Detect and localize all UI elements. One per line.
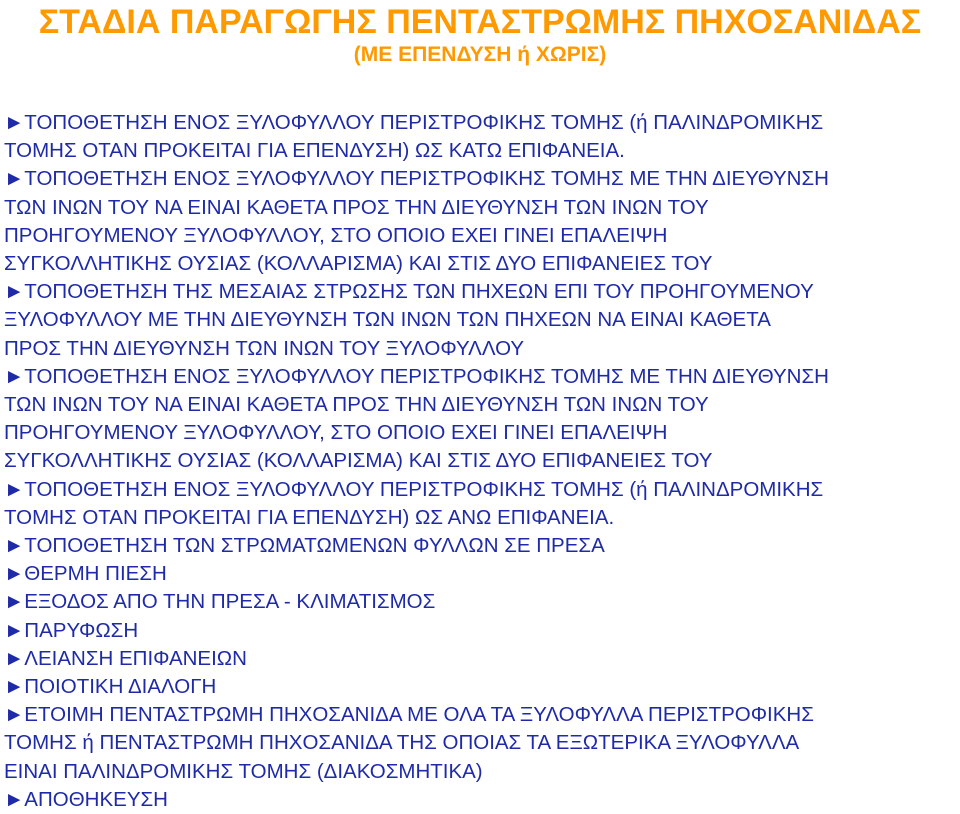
step-text-line: ΤΟΜΗΣ ΟΤΑΝ ΠΡΟΚΕΙΤΑΙ ΓΙΑ ΕΠΕΝΔΥΣΗ) ΩΣ ΑΝΩ ΕΠΙΦΑΝΕΙΑ. bbox=[4, 505, 615, 529]
list-item bbox=[4, 617, 956, 645]
list-item bbox=[4, 476, 956, 532]
triangle-bullet-icon: ► bbox=[4, 646, 25, 670]
step-text-line: ΕΞΟΔΟΣ ΑΠΟ ΤΗΝ ΠΡΕΣΑ - ΚΛΙΜΑΤΙΣΜΟΣ bbox=[24, 590, 436, 614]
triangle-bullet-icon: ► bbox=[4, 364, 25, 388]
list-item bbox=[4, 363, 956, 476]
triangle-bullet-icon: ► bbox=[4, 534, 25, 558]
step-text-line: ΤΟΜΗΣ ΟΤΑΝ ΠΡΟΚΕΙΤΑΙ ΓΙΑ ΕΠΕΝΔΥΣΗ) ΩΣ ΚΑΤΩ ΕΠΙΦΑΝΕΙΑ. bbox=[4, 139, 625, 163]
production-steps-list bbox=[4, 109, 956, 814]
step-text-line: ΤΟΠΟΘΕΤΗΣΗ ΕΝΟΣ ΞΥΛΟΦΥΛΛΟΥ ΠΕΡΙΣΤΡΟΦΙΚΗΣ ΤΟΜΗΣ ΜΕ ΤΗΝ ΔΙΕΥΘΥΝΣΗ bbox=[24, 167, 829, 191]
list-item bbox=[4, 109, 956, 165]
list-item bbox=[4, 786, 956, 814]
triangle-bullet-icon: ► bbox=[4, 167, 25, 191]
step-text-line: ΣΥΓΚΟΛΛΗΤΙΚΗΣ ΟΥΣΙΑΣ (ΚΟΛΛΑΡΙΣΜΑ) ΚΑΙ ΣΤΙΣ ΔΥΟ ΕΠΙΦΑΝΕΙΕΣ ΤΟΥ bbox=[4, 252, 713, 276]
triangle-bullet-icon: ► bbox=[4, 703, 25, 727]
step-text-line: ΤΟΠΟΘΕΤΗΣΗ ΕΝΟΣ ΞΥΛΟΦΥΛΛΟΥ ΠΕΡΙΣΤΡΟΦΙΚΗΣ ΤΟΜΗΣ ΜΕ ΤΗΝ ΔΙΕΥΘΥΝΣΗ bbox=[24, 364, 829, 388]
triangle-bullet-icon: ► bbox=[4, 675, 25, 699]
step-text-line: ΕΙΝΑΙ ΠΑΛΙΝΔΡΟΜΙΚΗΣ ΤΟΜΗΣ (ΔΙΑΚΟΣΜΗΤΙΚΑ) bbox=[4, 759, 483, 783]
triangle-bullet-icon: ► bbox=[4, 562, 25, 586]
step-text-line: ΣΥΓΚΟΛΛΗΤΙΚΗΣ ΟΥΣΙΑΣ (ΚΟΛΛΑΡΙΣΜΑ) ΚΑΙ ΣΤΙΣ ΔΥΟ ΕΠΙΦΑΝΕΙΕΣ ΤΟΥ bbox=[4, 449, 713, 473]
step-text-line: ΤΩΝ ΙΝΩΝ ΤΟΥ ΝΑ ΕΙΝΑΙ ΚΑΘΕΤΑ ΠΡΟΣ ΤΗΝ ΔΙΕΥΘΥΝΣΗ ΤΩΝ ΙΝΩΝ ΤΟΥ bbox=[4, 195, 709, 219]
list-item bbox=[4, 560, 956, 588]
step-text-line: ΠΡΟΗΓΟΥΜΕΝΟΥ ΞΥΛΟΦΥΛΛΟΥ, ΣΤΟ ΟΠΟΙΟ ΕΧΕΙ ΓΙΝΕΙ ΕΠΑΛΕΙΨΗ bbox=[4, 223, 668, 247]
step-text-line: ΠΡΟΗΓΟΥΜΕΝΟΥ ΞΥΛΟΦΥΛΛΟΥ, ΣΤΟ ΟΠΟΙΟ ΕΧΕΙ ΓΙΝΕΙ ΕΠΑΛΕΙΨΗ bbox=[4, 421, 668, 445]
triangle-bullet-icon: ► bbox=[4, 590, 25, 614]
list-item bbox=[4, 165, 956, 278]
step-text-line: ΠΑΡΥΦΩΣΗ bbox=[24, 618, 139, 642]
triangle-bullet-icon: ► bbox=[4, 280, 25, 304]
step-text-line: ΛΕΙΑΝΣΗ ΕΠΙΦΑΝΕΙΩΝ bbox=[24, 646, 247, 670]
step-text-line: ΑΠΟΘΗΚΕΥΣΗ bbox=[24, 787, 168, 811]
step-text-line: ΘΕΡΜΗ ΠΙΕΣΗ bbox=[24, 562, 167, 586]
list-item bbox=[4, 588, 956, 616]
step-text-line: ΤΟΠΟΘΕΤΗΣΗ ΕΝΟΣ ΞΥΛΟΦΥΛΛΟΥ ΠΕΡΙΣΤΡΟΦΙΚΗΣ ΤΟΜΗΣ (ή ΠΑΛΙΝΔΡΟΜΙΚΗΣ bbox=[24, 477, 824, 501]
triangle-bullet-icon: ► bbox=[4, 618, 25, 642]
page-subtitle: (ΜΕ ΕΠΕΝΔΥΣΗ ή ΧΩΡΙΣ) bbox=[353, 43, 607, 66]
triangle-bullet-icon: ► bbox=[4, 477, 25, 501]
triangle-bullet-icon: ► bbox=[4, 111, 25, 134]
list-item bbox=[4, 673, 956, 701]
list-item bbox=[4, 532, 956, 560]
step-text-line: ΤΟΠΟΘΕΤΗΣΗ ΤΗΣ ΜΕΣΑΙΑΣ ΣΤΡΩΣΗΣ ΤΩΝ ΠΗΧΕΩΝ ΕΠΙ ΤΟΥ ΠΡΟΗΓΟΥΜΕΝΟΥ bbox=[24, 280, 814, 304]
step-text-line: ΤΟΠΟΘΕΤΗΣΗ ΕΝΟΣ ΞΥΛΟΦΥΛΛΟΥ ΠΕΡΙΣΤΡΟΦΙΚΗΣ ΤΟΜΗΣ (ή ΠΑΛΙΝΔΡΟΜΙΚΗΣ bbox=[24, 111, 824, 134]
page-title: ΣΤΑΔΙΑ ΠΑΡΑΓΩΓΗΣ ΠΕΝΤΑΣΤΡΩΜΗΣ ΠΗΧΟΣΑΝΙΔΑΣ bbox=[38, 3, 922, 41]
step-text-line: ΠΟΙΟΤΙΚΗ ΔΙΑΛΟΓΗ bbox=[24, 675, 217, 699]
step-text-line: ΤΟΠΟΘΕΤΗΣΗ ΤΩΝ ΣΤΡΩΜΑΤΩΜΕΝΩΝ ΦΥΛΛΩΝ ΣΕ ΠΡΕΣΑ bbox=[24, 534, 605, 558]
step-text-line: ΠΡΟΣ ΤΗΝ ΔΙΕΥΘΥΝΣΗ ΤΩΝ ΙΝΩΝ ΤΟΥ ΞΥΛΟΦΥΛΛΟΥ bbox=[4, 336, 525, 360]
step-text-line: ΤΩΝ ΙΝΩΝ ΤΟΥ ΝΑ ΕΙΝΑΙ ΚΑΘΕΤΑ ΠΡΟΣ ΤΗΝ ΔΙΕΥΘΥΝΣΗ ΤΩΝ ΙΝΩΝ ΤΟΥ bbox=[4, 393, 709, 417]
step-text-line: ΞΥΛΟΦΥΛΛΟΥ ΜΕ ΤΗΝ ΔΙΕΥΘΥΝΣΗ ΤΩΝ ΙΝΩΝ ΤΩΝ ΠΗΧΕΩΝ ΝΑ ΕΙΝΑΙ ΚΑΘΕΤΑ bbox=[4, 308, 771, 332]
step-text-line: ΤΟΜΗΣ ή ΠΕΝΤΑΣΤΡΩΜΗ ΠΗΧΟΣΑΝΙΔΑ ΤΗΣ ΟΠΟΙΑΣ ΤΑ ΕΞΩΤΕΡΙΚΑ ΞΥΛΟΦΥΛΛΑ bbox=[4, 731, 800, 755]
triangle-bullet-icon: ► bbox=[4, 787, 25, 811]
list-item bbox=[4, 278, 956, 363]
step-text-line: ΕΤΟΙΜΗ ΠΕΝΤΑΣΤΡΩΜΗ ΠΗΧΟΣΑΝΙΔΑ ΜΕ ΟΛΑ ΤΑ ΞΥΛΟΦΥΛΛΑ ΠΕΡΙΣΤΡΟΦΙΚΗΣ bbox=[24, 703, 814, 727]
list-item bbox=[4, 645, 956, 673]
list-item bbox=[4, 701, 956, 786]
